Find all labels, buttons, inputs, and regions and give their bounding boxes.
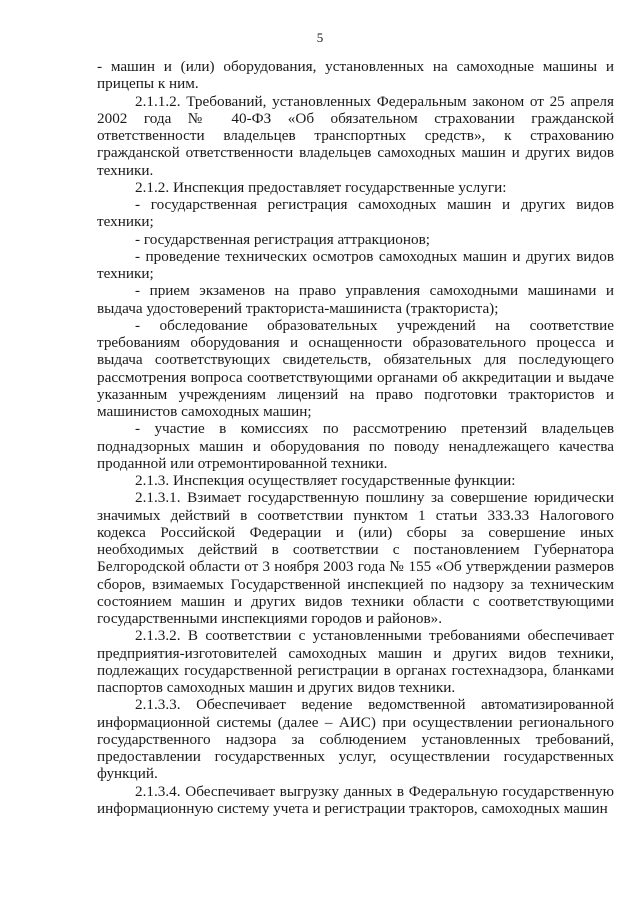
paragraph: - обследование образовательных учреждений на соответствие требованиям оборудования и оснащенности образовательного процесса и выдача соответствующих свидетельств, обязательных для последующего рассмотрения вопроса соответствующими органами об аккредитации и выдаче указанным учреждениям лицензий на право подготовки трактористов и машинистов самоходных машин; (97, 316, 614, 420)
paragraph: 2.1.1.2. Требований, установленных Федеральным законом от 25 апреля 2002 года № 40-ФЗ «Об обязательном страховании гражданской ответственности владельцев транспортных средств», к страхованию гражданской ответственности владельцев самоходных машин и других видов техники. (97, 92, 614, 179)
paragraph: - участие в комиссиях по рассмотрению претензий владельцев поднадзорных машин и оборудования по поводу ненадлежащего качества проданной или отремонтированной техники. (97, 420, 614, 472)
paragraph: 2.1.3. Инспекция осуществляет государственные функции: (135, 472, 516, 489)
document-body (97, 58, 614, 817)
page-number: 5 (316, 30, 324, 45)
paragraph: 2.1.2. Инспекция предоставляет государственные услуги: (135, 178, 507, 196)
paragraph: - машин и (или) оборудования, установленных на самоходные машины и прицепы к ним. (97, 58, 614, 93)
paragraph: - проведение технических осмотров самоходных машин и других видов техники; (97, 247, 614, 282)
paragraph: 2.1.3.4. Обеспечивает выгрузку данных в Федеральную государственную информационную систему учета и регистрации тракторов, самоходных машин (97, 782, 614, 817)
paragraph: - государственная регистрация самоходных машин и других видов техники; (97, 196, 614, 231)
paragraph: 2.1.3.2. В соответствии с установленными требованиями обеспечивает предприятия-изготовителей самоходных машин и других видов техники, подлежащих государственной регистрации в органах гостехнадзора, бланками паспортов самоходных машин и других видов техники. (97, 627, 614, 696)
paragraph: 2.1.3.1. Взимает государственную пошлину за совершение юридически значимых действий в соответствии пунктом 1 статьи 333.33 Налогового кодекса Российской Федерации и (или) сборы за совершение иных необходимых действий в соответствии с постановлением Губернатора Белгородской области от 3 ноября 2003 года № 155 «Об утверждении размеров сборов, взимаемых Государственной инспекцией по надзору за техническим состоянием машин и других видов техники области с соответствующими государственными инспекциями городов и районов». (97, 489, 614, 627)
paragraph: - государственная регистрация аттракционов; (135, 230, 431, 248)
paragraph: - прием экзаменов на право управления самоходными машинами и выдача удостоверений тракториста-машиниста (тракториста); (97, 282, 614, 317)
paragraph: 2.1.3.3. Обеспечивает ведение ведомственной автоматизированной информационной системы (далее – АИС) при осуществлении регионального государственного надзора за соблюдением установленных требований, предоставлении государственных услуг, осуществлении государственных функций. (97, 696, 614, 783)
